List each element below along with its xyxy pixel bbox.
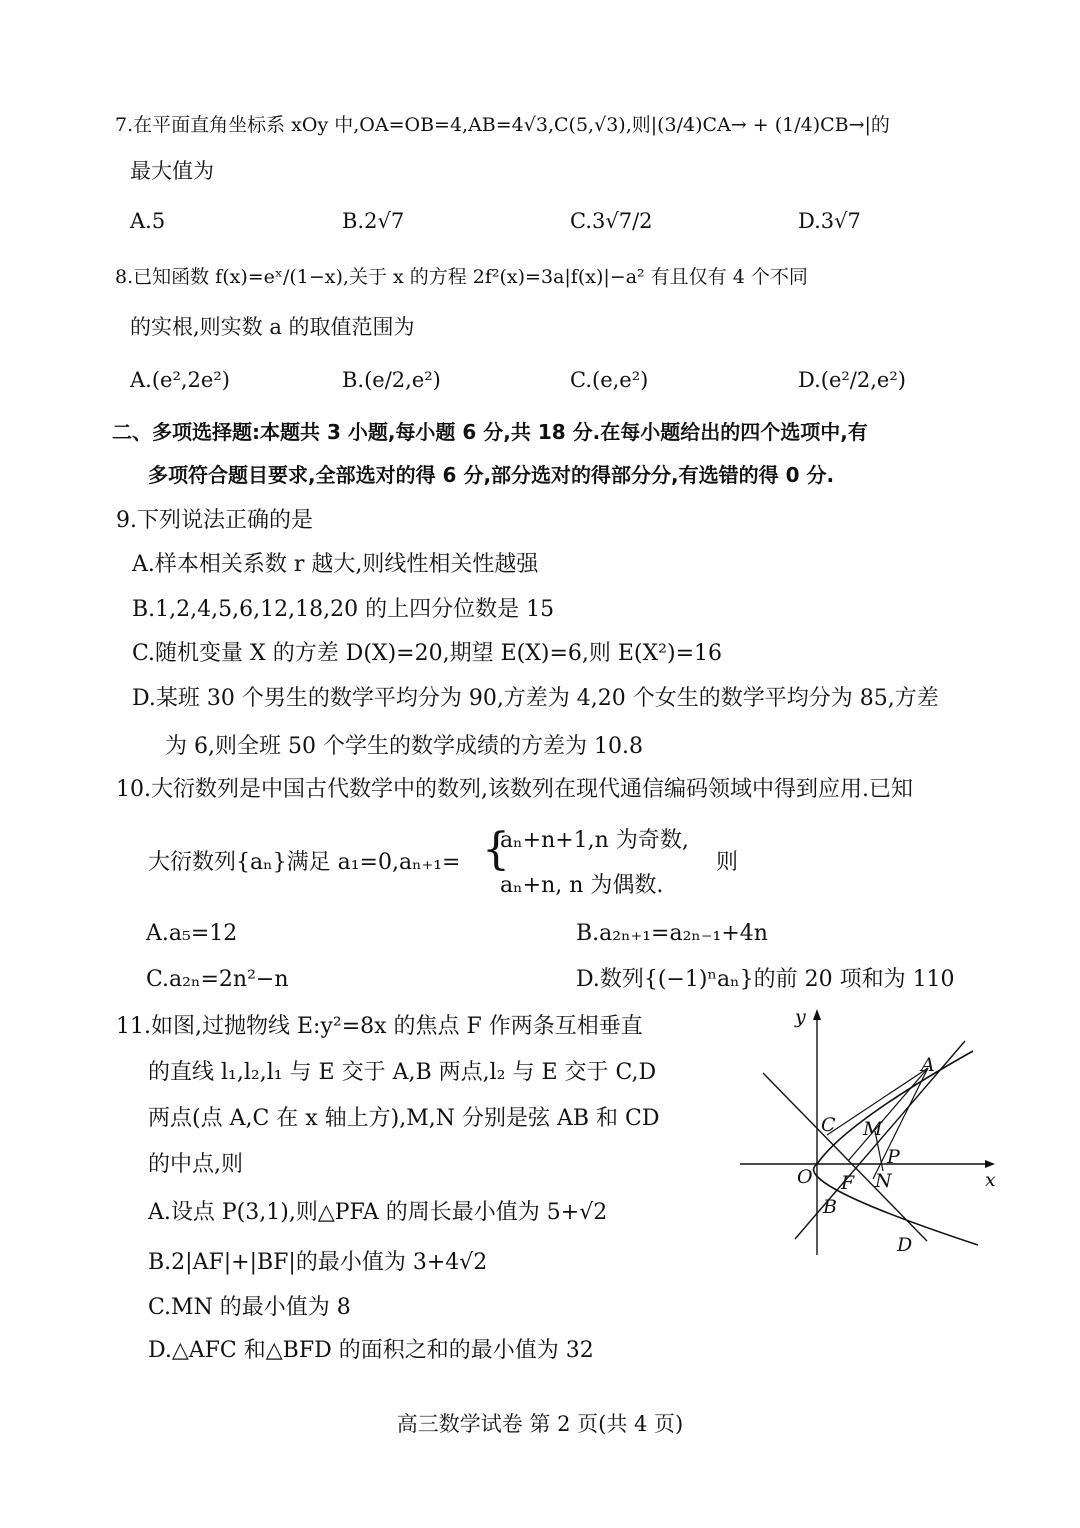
section2-heading-line1: 二、多项选择题:本题共 3 小题,每小题 6 分,共 18 分.在每小题给出的四个选项中,有 [112, 420, 868, 444]
label-b: B [823, 1196, 837, 1218]
y-axis-arrow [813, 1009, 821, 1020]
label-a: A [921, 1054, 935, 1076]
q10-stem-then: 则 [716, 850, 739, 875]
q11-option-d: D.△AFC 和△BFD 的面积之和的最小值为 32 [148, 1338, 594, 1363]
q10-option-a: A.a₅=12 [146, 921, 238, 946]
label-x: x [985, 1169, 996, 1191]
q11-option-c: C.MN 的最小值为 8 [148, 1295, 351, 1320]
q11-stem-line3: 两点(点 A,C 在 x 轴上方),M,N 分别是弦 AB 和 CD [148, 1106, 660, 1131]
q11-option-a: A.设点 P(3,1),则△PFA 的周长最小值为 5+√2 [148, 1200, 608, 1225]
label-y: y [795, 1006, 806, 1028]
q9-option-b: B.1,2,4,5,6,12,18,20 的上四分位数是 15 [132, 597, 555, 622]
q10-option-b: B.a₂ₙ₊₁=a₂ₙ₋₁+4n [576, 921, 768, 946]
q8-option-d: D.(e²/2,e²) [798, 368, 906, 392]
q9-option-d-line2: 为 6,则全班 50 个学生的数学成绩的方差为 10.8 [165, 734, 643, 759]
label-c: C [821, 1114, 836, 1136]
q7-option-b: B.2√7 [342, 209, 405, 233]
q11-stem-line4: 的中点,则 [148, 1152, 243, 1177]
q7-option-d: D.3√7 [798, 209, 861, 233]
q10-stem-line1: 10.大衍数列是中国古代数学中的数列,该数列在现代通信编码领域中得到应用.已知 [116, 777, 913, 802]
q11-stem-line1: 11.如图,过抛物线 E:y²=8x 的焦点 F 作两条互相垂直 [116, 1014, 643, 1039]
q9-option-a: A.样本相关系数 r 越大,则线性相关性越强 [132, 552, 539, 577]
q9-stem: 9.下列说法正确的是 [116, 508, 313, 533]
q8-stem-line1: 8.已知函数 f(x)=eˣ/(1−x),关于 x 的方程 2f²(x)=3a|f(x)|−a² 有且仅有 4 个不同 [115, 266, 808, 288]
q10-option-d: D.数列{(−1)ⁿaₙ}的前 20 项和为 110 [576, 967, 955, 992]
q11-stem-line2: 的直线 l₁,l₂,l₁ 与 E 交于 A,B 两点,l₂ 与 E 交于 C,D [148, 1060, 657, 1085]
q7-option-c: C.3√7/2 [570, 209, 653, 233]
label-f: F [841, 1172, 855, 1194]
q8-stem-line2: 的实根,则实数 a 的取值范围为 [130, 315, 415, 339]
label-p: P [887, 1146, 900, 1168]
section2-heading-line2: 多项符合题目要求,全部选对的得 6 分,部分选对的得部分分,有选错的得 0 分. [148, 463, 835, 487]
q7-stem-line2: 最大值为 [130, 159, 214, 183]
label-o: O [797, 1166, 813, 1188]
q10-option-c: C.a₂ₙ=2n²−n [146, 967, 289, 992]
q10-piecewise-brace: { [482, 824, 510, 875]
q9-option-c: C.随机变量 X 的方差 D(X)=20,期望 E(X)=6,则 E(X²)=16 [132, 641, 723, 666]
q8-option-b: B.(e/2,e²) [342, 368, 441, 392]
q7-stem-line1: 7.在平面直角坐标系 xOy 中,OA=OB=4,AB=4√3,C(5,√3),则|(3/4)CA→ + (1/4)CB→|的 [115, 114, 890, 136]
label-n: N [875, 1170, 892, 1192]
q10-piecewise-case1: aₙ+n+1,n 为奇数, [500, 828, 689, 853]
q8-option-a: A.(e²,2e²) [130, 368, 230, 392]
page-footer: 高三数学试卷 第 2 页(共 4 页) [396, 1412, 684, 1436]
q11-option-b: B.2|AF|+|BF|的最小值为 3+4√2 [148, 1250, 488, 1275]
q7-option-a: A.5 [130, 209, 166, 233]
label-d: D [897, 1234, 913, 1256]
label-m: M [863, 1118, 883, 1140]
q10-piecewise-case2: aₙ+n, n 为偶数. [500, 873, 664, 898]
q11-parabola-figure [735, 1003, 1000, 1258]
q8-option-c: C.(e,e²) [570, 368, 649, 392]
q9-option-d-line1: D.某班 30 个男生的数学平均分为 90,方差为 4,20 个女生的数学平均分为 85,方差 [132, 686, 939, 711]
q10-stem-line2: 大衍数列{aₙ}满足 a₁=0,aₙ₊₁= [148, 850, 461, 875]
x-axis-arrow [985, 1160, 995, 1168]
